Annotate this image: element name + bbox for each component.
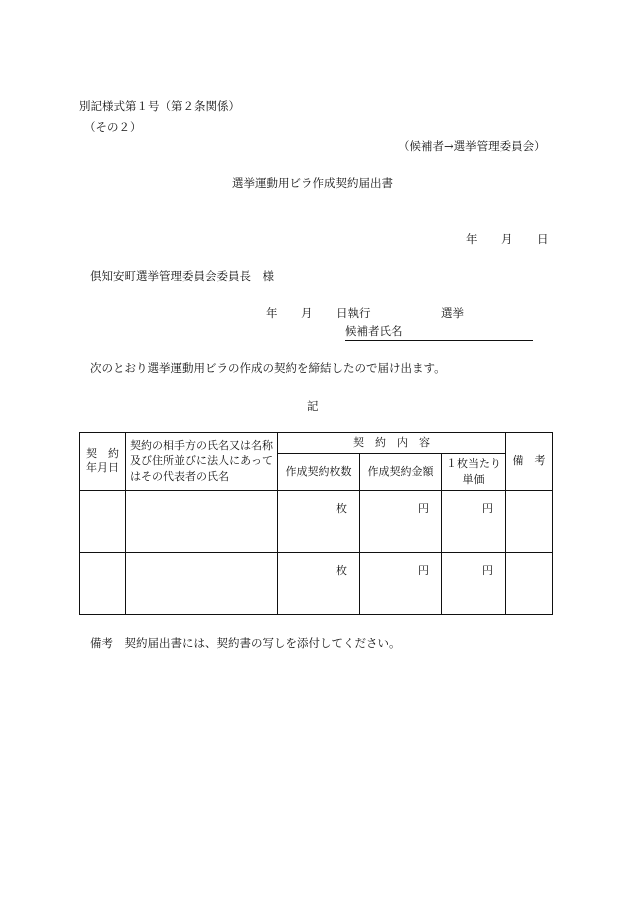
header-unit-price: １枚当たり単価 (442, 454, 506, 491)
date-month-label: 月 (501, 232, 513, 246)
cell-party[interactable] (126, 552, 278, 614)
cell-sheets[interactable]: 枚 (278, 552, 360, 614)
cell-remarks[interactable] (506, 552, 553, 614)
header-sheets: 作成契約枚数 (278, 454, 360, 491)
election-year-label: 年 (266, 306, 278, 320)
election-day-exec-label: 日執行 (336, 306, 371, 320)
cell-unit-price[interactable]: 円 (442, 490, 506, 552)
table-row (80, 552, 553, 614)
contract-table (79, 432, 553, 615)
addressee: 倶知安町選挙管理委員会委員長 様 (90, 269, 274, 283)
date-year-label: 年 (466, 232, 478, 246)
cell-date[interactable] (80, 552, 126, 614)
header-remarks: 備 考 (506, 433, 553, 491)
date-day-label: 日 (537, 232, 549, 246)
table-row (80, 490, 553, 552)
cell-amount[interactable]: 円 (360, 552, 442, 614)
cell-amount[interactable]: 円 (360, 490, 442, 552)
ki-heading: 記 (307, 399, 319, 413)
form-sub-number: （その２） (84, 120, 142, 134)
cell-unit-price[interactable]: 円 (442, 552, 506, 614)
header-contract-party: 契約の相手方の氏名又は名称及び住所並びに法人にあってはその代表者の氏名 (126, 433, 278, 491)
form-number: 別記様式第１号（第２条関係） (79, 99, 240, 113)
election-month-label: 月 (301, 306, 313, 320)
candidate-name-field (345, 323, 533, 341)
body-text: 次のとおり選挙運動用ビラの作成の契約を締結したので届け出ます。 (90, 361, 446, 375)
cell-remarks[interactable] (506, 490, 553, 552)
header-contract-content: 契 約 内 容 (278, 433, 506, 454)
document-title: 選挙運動用ビラ作成契約届出書 (232, 176, 393, 190)
candidate-name-label: 候補者氏名 (345, 324, 403, 338)
submission-route: （候補者→選挙管理委員会） (398, 139, 546, 153)
election-label: 選挙 (441, 306, 464, 320)
remarks-note: 備考 契約届出書には、契約書の写しを添付してください。 (90, 636, 401, 650)
header-amount: 作成契約金額 (360, 454, 442, 491)
cell-sheets[interactable]: 枚 (278, 490, 360, 552)
cell-party[interactable] (126, 490, 278, 552)
cell-date[interactable] (80, 490, 126, 552)
header-contract-date: 契 約 年月日 (80, 433, 126, 491)
